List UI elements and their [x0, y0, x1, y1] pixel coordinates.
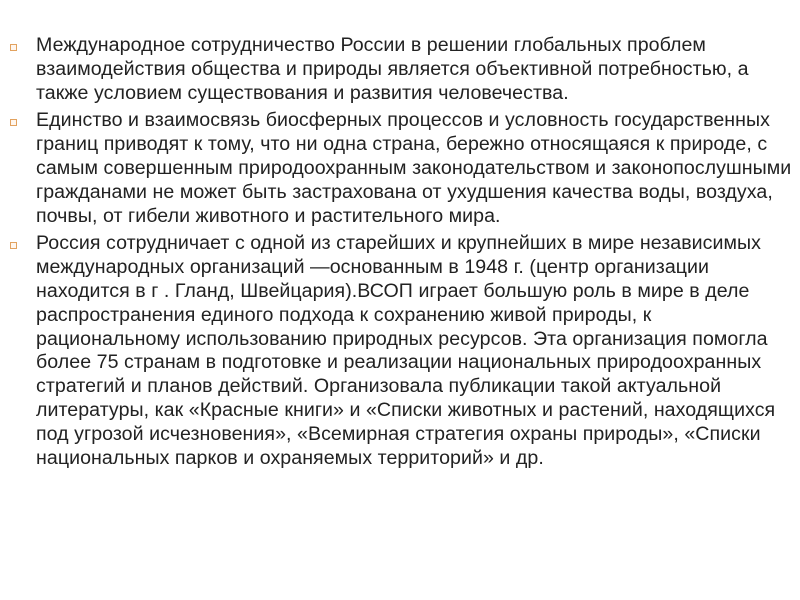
bullet-item-1 [10, 34, 792, 105]
bullet-item-3 [10, 232, 792, 470]
bullet-item-2 [10, 109, 792, 228]
square-bullet-icon [10, 242, 17, 249]
square-bullet-icon [10, 119, 17, 126]
bullet-text-3: Россия сотрудничает с одной из старейших и крупнейших в мире независимых международных организаций —основанным в 1948 г. (центр организации находится в г . Гланд, Швейцария).ВСОП играет большую роль в мире в деле распространения единого подхода к сохранению живой природы, к рациональному использованию природных ресурсов. Эта организация помогла более 75 странам в подготовке и реализации национальных природоохранных стратегий и планов действий. Организовала публикации такой актуальной литературы, как «Красные книги» и «Списки животных и растений, находящихся под угрозой исчезновения», «Всемирная стратегия охраны природы», «Списки национальных парков и охраняемых территорий» и др. [36, 232, 776, 469]
bullet-list [10, 34, 792, 474]
square-bullet-icon [10, 44, 17, 51]
bullet-text-2: Единство и взаимосвязь биосферных процессов и условность государственных границ приводят к тому, что ни одна страна, бережно относящаяся к природе, с самым совершенным природоохранным законодательством и законопослушными гражданами не может быть застрахована от ухудшения качества воды, воздуха, почвы, от гибели животного и растительного мира. [36, 109, 792, 227]
bullet-text-1: Международное сотрудничество России в решении глобальных проблем взаимодействия общества и природы является объективной потребностью, а также условием существования и развития человечества. [36, 34, 749, 104]
